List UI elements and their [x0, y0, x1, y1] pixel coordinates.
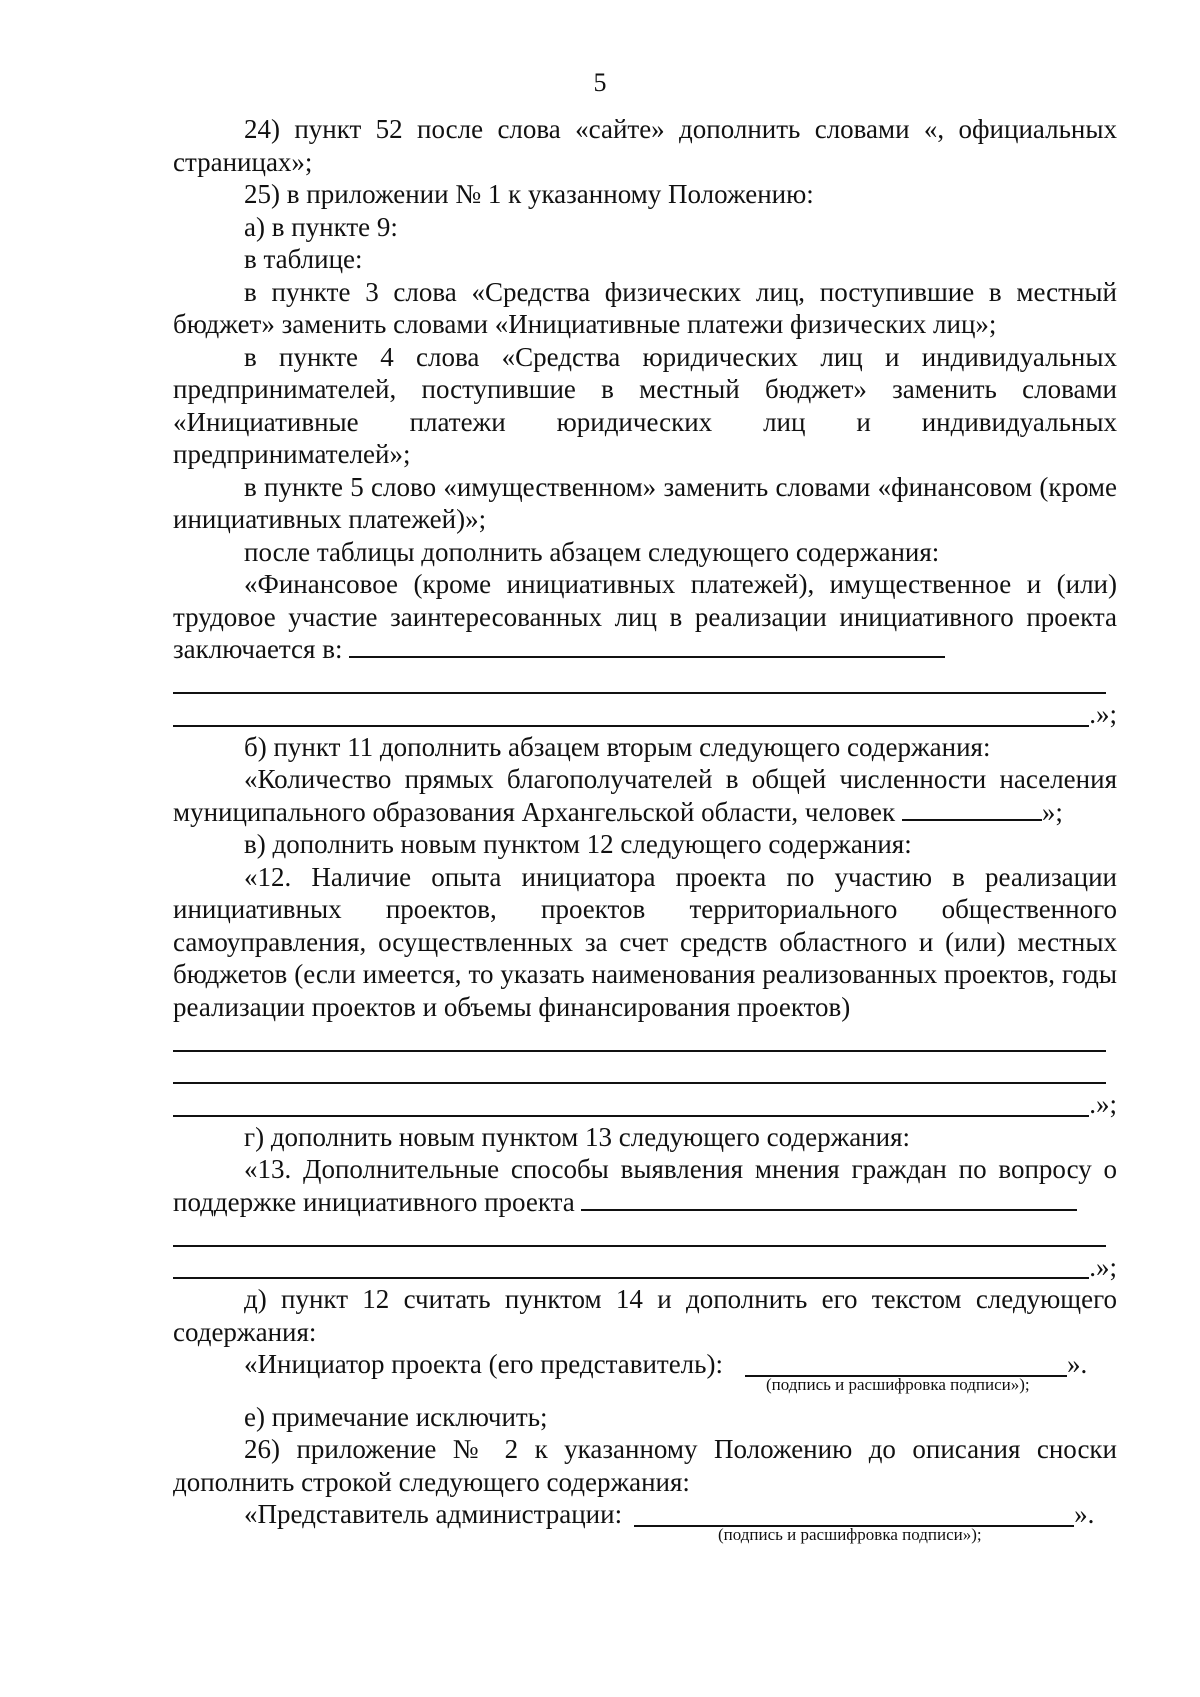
blank-line-row — [173, 1251, 1117, 1284]
signature-line — [634, 1501, 1074, 1527]
point-13-text: «13. Дополнительные способы выявления мнения граждан по вопросу о поддержке инициативного проекта — [173, 1154, 1117, 1217]
item-b: б) пункт 11 дополнить абзацем вторым следующего содержания: — [244, 731, 991, 762]
blank-line — [173, 1253, 1089, 1279]
item-26: 26) приложение № 2 к указанному Положению до описания сноски дополнить строкой следующего содержания: — [173, 1434, 1117, 1497]
item-g: г) дополнить новым пунктом 13 следующего содержания: — [244, 1121, 911, 1152]
financial-participation-text: «Финансовое (кроме инициативных платежей), имущественное и (или) трудовое участие заинтересованных лиц в реализации инициативного проекта заключается в: — [173, 569, 1117, 664]
signature-note: (подпись и расшифровка подписи»); — [766, 1374, 1030, 1394]
blank-line — [173, 668, 1106, 694]
item-d: д) пункт 12 считать пунктом 14 и дополнить его текстом следующего содержания: — [173, 1284, 1117, 1347]
blank-line-row — [173, 1056, 1117, 1089]
point-4-change: в пункте 4 слова «Средства юридических лиц и индивидуальных предпринимателей, поступившие в местный бюджет» заменить словами «Инициативные платежи юридических лиц и индивидуальных предпринимателей»; — [173, 341, 1117, 469]
item-e: е) примечание исключить; — [244, 1401, 548, 1432]
representative-end: ». — [1074, 1499, 1095, 1529]
blank-line — [581, 1187, 1077, 1211]
item-v: в) дополнить новым пунктом 12 следующего содержания: — [244, 829, 912, 859]
page-number: 5 — [593, 68, 607, 97]
table-intro: в таблице: — [244, 244, 363, 274]
blank-line-row — [173, 1218, 1117, 1251]
signature-line — [745, 1351, 1067, 1377]
beneficiaries-quote — [173, 763, 1117, 828]
financial-participation-quote — [173, 568, 1117, 666]
initiator-label: «Инициатор проекта (его представитель): — [244, 1349, 723, 1379]
closing-quote: .»; — [1089, 1089, 1117, 1119]
blank-line-row — [173, 698, 1117, 731]
point-12-quote: «12. Наличие опыта инициатора проекта по участию в реализации инициативных проектов, проектов территориального общественного самоуправления, осуществленных за счет средств областного и (или) местных бюджетов (если имеется, то указать наименования реализованных проектов, годы реализации проектов и объемы финансирования проектов) — [173, 861, 1117, 1022]
blank-line — [173, 701, 1089, 727]
blank-line — [173, 1091, 1089, 1117]
blank-line — [173, 1026, 1106, 1052]
blank-line-row — [173, 1023, 1117, 1056]
point-3-change: в пункте 3 слова «Средства физических лиц, поступившие в местный бюджет» заменить словами «Инициативные платежи физических лиц»; — [173, 276, 1117, 339]
document-body — [173, 113, 1117, 1545]
signature-note: (подпись и расшифровка подписи»); — [718, 1524, 982, 1544]
blank-line — [349, 634, 945, 658]
blank-line-row — [173, 666, 1117, 699]
after-table-text: после таблицы дополнить абзацем следующего содержания: — [244, 536, 940, 567]
initiator-end: ». — [1066, 1349, 1088, 1379]
beneficiaries-text: «Количество прямых благополучателей в общей численности населения муниципального образования Архангельской области, человек — [173, 764, 1117, 827]
blank-line — [173, 1058, 1106, 1084]
closing-quote: .»; — [1089, 699, 1117, 729]
item-25: 25) в приложении № 1 к указанному Положению: — [244, 179, 814, 209]
blank-line — [173, 1221, 1106, 1247]
point-13-quote — [173, 1153, 1117, 1218]
closing-quote: »; — [1041, 796, 1063, 827]
representative-label: «Представитель администрации: — [244, 1499, 623, 1529]
blank-line-row — [173, 1088, 1117, 1121]
item-24: 24) пункт 52 после слова «сайте» дополнить словами «, официальных страницах»; — [173, 114, 1117, 177]
point-5-change: в пункте 5 слово «имущественном» заменить словами «финансовом (кроме инициативных платежей)»; — [173, 471, 1117, 534]
closing-quote: .»; — [1089, 1251, 1117, 1282]
blank-line — [902, 797, 1042, 821]
item-25a: а) в пункте 9: — [244, 211, 398, 242]
